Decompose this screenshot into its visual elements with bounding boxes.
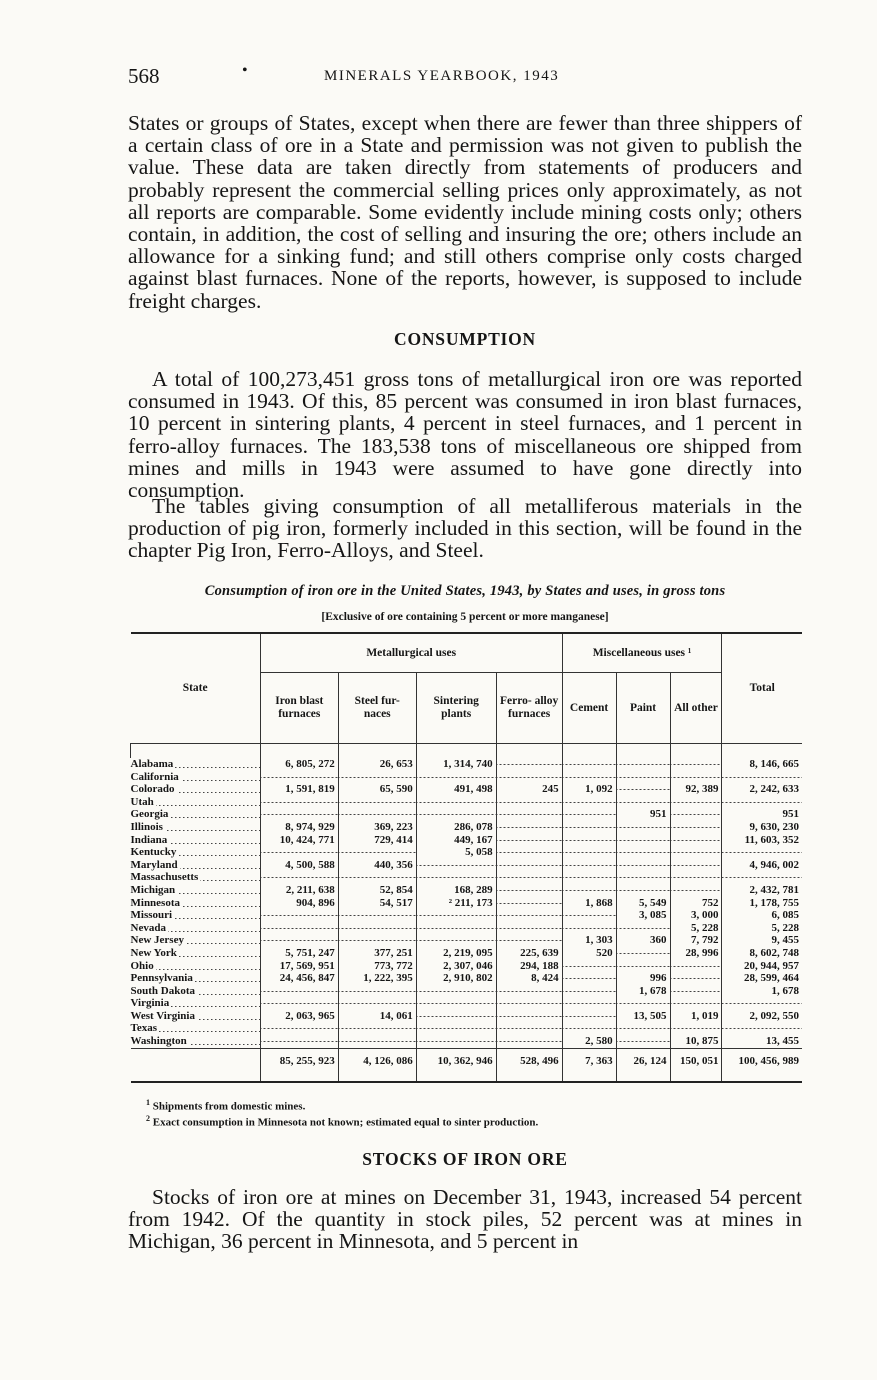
cell-sinter: [416, 808, 496, 821]
state-name: Indiana: [130, 833, 168, 846]
cell-other: [670, 808, 722, 821]
cell-ferro: 294, 188: [496, 960, 562, 973]
cell-other: [670, 821, 722, 834]
cell-cement: [562, 859, 616, 872]
cell-other: [670, 997, 722, 1010]
cell-steel: [338, 985, 416, 998]
cell-cement: [562, 771, 616, 784]
cell-iron: [260, 934, 338, 947]
state-name: Virginia: [130, 997, 170, 1010]
cell-sinter: 2, 307, 046: [416, 960, 496, 973]
cell-iron: 4, 500, 588: [260, 859, 338, 872]
cell-total: 2, 092, 550: [722, 1010, 802, 1023]
cell-other: [670, 771, 722, 784]
cell-ferro: [496, 808, 562, 821]
total-column-header: Total: [722, 633, 802, 744]
cell-steel: [338, 997, 416, 1010]
consumption-table: [130, 632, 802, 1083]
cell-other: [670, 758, 722, 771]
steel-furnaces-header: Steel fur- naces: [338, 673, 416, 744]
total-paint: 26, 124: [616, 1048, 670, 1075]
cell-steel: [338, 808, 416, 821]
cell-iron: 6, 805, 272: [260, 758, 338, 771]
cell-paint: [616, 783, 670, 796]
state-name: Kentucky: [130, 846, 177, 859]
cell-paint: [616, 758, 670, 771]
cell-total: [722, 871, 802, 884]
header-dot: •: [242, 62, 248, 79]
cell-iron: 2, 063, 965: [260, 1010, 338, 1023]
cell-steel: [338, 1035, 416, 1048]
cell-paint: 1, 678: [616, 985, 670, 998]
cell-iron: 10, 424, 771: [260, 834, 338, 847]
table-row: [131, 922, 803, 935]
cell-paint: [616, 947, 670, 960]
cell-ferro: [496, 821, 562, 834]
table-row: [131, 821, 803, 834]
cell-cement: [562, 871, 616, 884]
cell-other: [670, 972, 722, 985]
cell-sinter: 168, 289: [416, 884, 496, 897]
cell-steel: 26, 653: [338, 758, 416, 771]
cell-paint: [616, 871, 670, 884]
cell-cement: [562, 808, 616, 821]
totals-row: [131, 1048, 803, 1075]
table-row: [131, 796, 803, 809]
cell-total: 13, 455: [722, 1035, 802, 1048]
page-number: 568: [128, 64, 160, 88]
cell-cement: [562, 846, 616, 859]
cell-steel: [338, 846, 416, 859]
cell-total: 11, 603, 352: [722, 834, 802, 847]
state-name: Maryland: [130, 858, 178, 871]
state-name: Ohio: [130, 959, 154, 972]
cell-sinter: 5, 058: [416, 846, 496, 859]
cell-steel: [338, 796, 416, 809]
cell-steel: [338, 909, 416, 922]
cell-paint: [616, 1022, 670, 1035]
cell-sinter: [416, 771, 496, 784]
cell-sinter: 449, 167: [416, 834, 496, 847]
cell-cement: [562, 834, 616, 847]
state-cell: [131, 985, 261, 998]
state-cell: [131, 1022, 261, 1035]
cell-cement: 1, 303: [562, 934, 616, 947]
cell-sinter: [416, 997, 496, 1010]
table-row: [131, 1010, 803, 1023]
page-header: [128, 64, 808, 90]
cell-iron: [260, 771, 338, 784]
cell-ferro: [496, 909, 562, 922]
cell-paint: 996: [616, 972, 670, 985]
cell-steel: 52, 854: [338, 884, 416, 897]
state-cell: [131, 834, 261, 847]
table-row: [131, 771, 803, 784]
table-subtitle: [Exclusive of ore containing 5 percent or more manganese]: [321, 611, 609, 623]
cell-total: 2, 432, 781: [722, 884, 802, 897]
cell-sinter: [416, 934, 496, 947]
cell-paint: 5, 549: [616, 897, 670, 910]
cell-total: 9, 630, 230: [722, 821, 802, 834]
state-cell: [131, 922, 261, 935]
paint-header: Paint: [616, 673, 670, 744]
cell-ferro: [496, 884, 562, 897]
state-cell: [131, 821, 261, 834]
sintering-header: Sintering plants: [416, 673, 496, 744]
cell-cement: [562, 960, 616, 973]
cell-ferro: [496, 997, 562, 1010]
state-name: California: [130, 770, 179, 783]
total-ferro: 528, 496: [496, 1048, 562, 1075]
cell-cement: [562, 985, 616, 998]
cell-iron: [260, 846, 338, 859]
cell-paint: [616, 796, 670, 809]
state-name: Illinois: [130, 820, 163, 833]
cell-other: 7, 792: [670, 934, 722, 947]
state-name: Pennsylvania: [130, 972, 193, 985]
cell-steel: [338, 1022, 416, 1035]
table-row: [131, 758, 803, 771]
cell-cement: 2, 580: [562, 1035, 616, 1048]
cell-paint: 13, 505: [616, 1010, 670, 1023]
cell-cement: [562, 884, 616, 897]
cell-total: 28, 599, 464: [722, 972, 802, 985]
cell-steel: 440, 356: [338, 859, 416, 872]
state-name: Massachusetts: [130, 871, 199, 884]
cell-iron: 17, 569, 951: [260, 960, 338, 973]
cell-steel: 65, 590: [338, 783, 416, 796]
consumption-paragraph-1: A total of 100,273,451 gross tons of metallurgical iron ore was reported consumed in 1943. Of this, 85 percent was consumed in iron blast furnaces, 10 percent in sintering plants, 4 percent in steel furnaces, and 1 percent in ferro-alloy furnaces. The 183,538 tons of miscellaneous ore shipped from mines and mills in 1943 were assumed to have gone directly into consumption.: [128, 367, 802, 503]
table-row: [131, 846, 803, 859]
intro-paragraph: States or groups of States, except when there are fewer than three shippers of a certain class of ore in a State and permission was not given to publish the value. These data are taken directly from statements of producers and probably represent the commercial selling prices only approximately, as not all reports are comparable. Some evidently include mining costs only; others contain, in addition, the cost of selling and insuring the ore; others include an allowance for a sinking fund; and still others comprise only costs charged against blast furnaces. None of the reports, however, is supposed to include freight charges.: [128, 111, 802, 313]
cell-sinter: [416, 1022, 496, 1035]
cell-sinter: [416, 909, 496, 922]
cell-total: 6, 085: [722, 909, 802, 922]
cell-ferro: [496, 846, 562, 859]
total-sinter: 10, 362, 946: [416, 1048, 496, 1075]
cell-iron: 2, 211, 638: [260, 884, 338, 897]
cell-sinter: [416, 985, 496, 998]
state-cell: [131, 1035, 261, 1048]
cell-iron: 904, 896: [260, 897, 338, 910]
state-cell: [131, 897, 261, 910]
state-name: New Jersey: [130, 934, 184, 947]
table-row: [131, 909, 803, 922]
cell-paint: [616, 960, 670, 973]
cell-paint: [616, 821, 670, 834]
cell-other: 3, 000: [670, 909, 722, 922]
cell-ferro: [496, 1010, 562, 1023]
cell-iron: [260, 1022, 338, 1035]
cell-cement: [562, 758, 616, 771]
state-cell: [131, 934, 261, 947]
cell-other: 28, 996: [670, 947, 722, 960]
cell-paint: [616, 997, 670, 1010]
cell-total: 20, 944, 957: [722, 960, 802, 973]
state-column-header: State: [131, 633, 261, 744]
cell-sinter: [416, 922, 496, 935]
cell-iron: [260, 808, 338, 821]
cell-other: [670, 796, 722, 809]
cell-paint: [616, 922, 670, 935]
cell-cement: 1, 092: [562, 783, 616, 796]
state-name: Missouri: [130, 909, 173, 922]
cell-iron: 24, 456, 847: [260, 972, 338, 985]
cell-sinter: [416, 1035, 496, 1048]
state-cell: [131, 997, 261, 1010]
state-cell: [131, 859, 261, 872]
total-grand: 100, 456, 989: [722, 1048, 802, 1075]
cell-iron: [260, 871, 338, 884]
total-iron: 85, 255, 923: [260, 1048, 338, 1075]
cell-total: [722, 796, 802, 809]
cell-other: 1, 019: [670, 1010, 722, 1023]
table-row: [131, 783, 803, 796]
cell-cement: [562, 1022, 616, 1035]
cell-iron: [260, 922, 338, 935]
cell-other: [670, 834, 722, 847]
cell-paint: [616, 884, 670, 897]
cell-paint: [616, 846, 670, 859]
state-cell: [131, 771, 261, 784]
cell-cement: [562, 821, 616, 834]
cell-steel: 14, 061: [338, 1010, 416, 1023]
cell-steel: 377, 251: [338, 947, 416, 960]
table-row: [131, 934, 803, 947]
cell-other: [670, 846, 722, 859]
cell-total: [722, 997, 802, 1010]
state-cell: [131, 1010, 261, 1023]
state-cell: [131, 909, 261, 922]
cell-cement: [562, 997, 616, 1010]
cell-other: 10, 875: [670, 1035, 722, 1048]
cell-total: 1, 678: [722, 985, 802, 998]
table-title: Consumption of iron ore in the United States, 1943, by States and uses, in gross tons: [204, 583, 726, 599]
cell-sinter: [416, 859, 496, 872]
state-name: South Dakota: [130, 984, 195, 997]
table-row: [131, 1035, 803, 1048]
cell-ferro: [496, 1022, 562, 1035]
cell-iron: [260, 997, 338, 1010]
cell-ferro: [496, 985, 562, 998]
cell-iron: [260, 1035, 338, 1048]
cell-sinter: 491, 498: [416, 783, 496, 796]
cell-other: [670, 859, 722, 872]
cell-other: [670, 871, 722, 884]
state-name: Utah: [130, 795, 154, 808]
cell-steel: [338, 934, 416, 947]
table-row: [131, 1022, 803, 1035]
table-row: [131, 985, 803, 998]
state-name: Texas: [130, 1022, 157, 1035]
cell-ferro: 225, 639: [496, 947, 562, 960]
state-name: Washington: [130, 1035, 187, 1048]
table-row: [131, 834, 803, 847]
state-cell: [131, 884, 261, 897]
table-row: [131, 947, 803, 960]
miscellaneous-uses-header: Miscellaneous uses ¹: [562, 633, 722, 673]
consumption-paragraph-2: The tables giving consumption of all metalliferous materials in the production of pig iron, formerly included in this section, will be found in the chapter Pig Iron, Ferro-Alloys, and Steel.: [128, 494, 802, 563]
cell-paint: [616, 771, 670, 784]
cell-sinter: 2, 219, 095: [416, 947, 496, 960]
state-name: Georgia: [130, 808, 169, 821]
footnote-2-text: Exact consumption in Minnesota not known; estimated equal to sinter production.: [152, 1116, 539, 1129]
state-cell: [131, 846, 261, 859]
cell-other: [670, 985, 722, 998]
cell-ferro: [496, 758, 562, 771]
cell-steel: 54, 517: [338, 897, 416, 910]
table-row: [131, 972, 803, 985]
cell-paint: [616, 859, 670, 872]
cell-ferro: [496, 897, 562, 910]
cell-steel: 773, 772: [338, 960, 416, 973]
state-name: Michigan: [130, 883, 176, 896]
state-cell: [131, 960, 261, 973]
cell-other: [670, 884, 722, 897]
cell-other: 5, 228: [670, 922, 722, 935]
state-name: Alabama: [130, 758, 174, 770]
cell-other: [670, 960, 722, 973]
cell-sinter: [416, 796, 496, 809]
state-name: Minnesota: [130, 896, 180, 909]
footnote-2: $^2$ Exact consumption in Minnesota not known; estimated equal to sinter production.: [146, 1113, 539, 1129]
table-row: [131, 871, 803, 884]
cell-steel: [338, 871, 416, 884]
cell-cement: 520: [562, 947, 616, 960]
cell-paint: 360: [616, 934, 670, 947]
cell-total: 4, 946, 002: [722, 859, 802, 872]
cell-ferro: [496, 771, 562, 784]
table-row: [131, 859, 803, 872]
state-name: Colorado: [130, 783, 175, 796]
cell-ferro: [496, 871, 562, 884]
cell-total: 9, 455: [722, 934, 802, 947]
table-row: [131, 808, 803, 821]
footnote-1-text: Shipments from domestic mines.: [152, 1100, 306, 1113]
cell-iron: 8, 974, 929: [260, 821, 338, 834]
cell-cement: [562, 972, 616, 985]
state-name: West Virginia: [130, 1009, 195, 1022]
cell-sinter: 286, 078: [416, 821, 496, 834]
table-footnotes: [146, 1097, 538, 1128]
cell-sinter: ² 211, 173: [416, 897, 496, 910]
state-cell: [131, 783, 261, 796]
cell-ferro: [496, 1035, 562, 1048]
cell-sinter: [416, 1010, 496, 1023]
consumption-heading: CONSUMPTION: [394, 329, 536, 349]
cell-paint: 951: [616, 808, 670, 821]
stocks-heading: STOCKS OF IRON ORE: [362, 1149, 568, 1169]
cell-cement: [562, 1010, 616, 1023]
cell-steel: [338, 922, 416, 935]
ferro-alloy-header: Ferro- alloy furnaces: [496, 673, 562, 744]
cell-ferro: [496, 934, 562, 947]
state-cell: [131, 871, 261, 884]
cell-paint: 3, 085: [616, 909, 670, 922]
cell-total: 951: [722, 808, 802, 821]
cell-ferro: [496, 796, 562, 809]
cell-ferro: [496, 834, 562, 847]
cell-other: [670, 1022, 722, 1035]
cell-steel: 1, 222, 395: [338, 972, 416, 985]
table-row: [131, 897, 803, 910]
cement-header: Cement: [562, 673, 616, 744]
cell-iron: 5, 751, 247: [260, 947, 338, 960]
cell-total: [722, 1022, 802, 1035]
cell-cement: [562, 922, 616, 935]
state-cell: [131, 758, 261, 771]
cell-total: [722, 846, 802, 859]
stocks-paragraph: Stocks of iron ore at mines on December 31, 1943, increased 54 percent from 1942. Of the quantity in stock piles, 52 percent was at mines in Michigan, 36 percent in Minnesota, and 5 percent in: [128, 1185, 802, 1254]
iron-blast-header: Iron blast furnaces: [260, 673, 338, 744]
state-cell: [131, 972, 261, 985]
table-row: [131, 884, 803, 897]
cell-total: 8, 602, 748: [722, 947, 802, 960]
metallurgical-uses-header: Metallurgical uses: [260, 633, 562, 673]
footnote-1: $^1$ Shipments from domestic mines.: [146, 1098, 306, 1113]
total-steel: 4, 126, 086: [338, 1048, 416, 1075]
cell-paint: [616, 1035, 670, 1048]
cell-total: [722, 771, 802, 784]
state-cell: [131, 947, 261, 960]
state-name: Nevada: [130, 921, 166, 934]
cell-cement: [562, 796, 616, 809]
cell-total: 8, 146, 665: [722, 758, 802, 771]
cell-iron: [260, 909, 338, 922]
all-other-header: All other: [670, 673, 722, 744]
cell-sinter: 1, 314, 740: [416, 758, 496, 771]
cell-sinter: [416, 871, 496, 884]
cell-paint: [616, 834, 670, 847]
cell-other: 752: [670, 897, 722, 910]
state-cell: [131, 808, 261, 821]
cell-ferro: [496, 922, 562, 935]
cell-total: 1, 178, 755: [722, 897, 802, 910]
table-row: [131, 960, 803, 973]
cell-steel: 369, 223: [338, 821, 416, 834]
cell-ferro: 8, 424: [496, 972, 562, 985]
cell-other: 92, 389: [670, 783, 722, 796]
cell-ferro: [496, 859, 562, 872]
cell-cement: 1, 868: [562, 897, 616, 910]
cell-iron: 1, 591, 819: [260, 783, 338, 796]
cell-steel: 729, 414: [338, 834, 416, 847]
total-other: 150, 051: [670, 1048, 722, 1075]
cell-total: 2, 242, 633: [722, 783, 802, 796]
state-name: New York: [130, 946, 177, 959]
cell-sinter: 2, 910, 802: [416, 972, 496, 985]
cell-cement: [562, 909, 616, 922]
cell-ferro: 245: [496, 783, 562, 796]
running-head: MINERALS YEARBOOK, 1943: [324, 68, 560, 84]
cell-total: 5, 228: [722, 922, 802, 935]
state-cell: [131, 796, 261, 809]
cell-iron: [260, 985, 338, 998]
cell-iron: [260, 796, 338, 809]
cell-steel: [338, 771, 416, 784]
table-row: [131, 997, 803, 1010]
total-cement: 7, 363: [562, 1048, 616, 1075]
